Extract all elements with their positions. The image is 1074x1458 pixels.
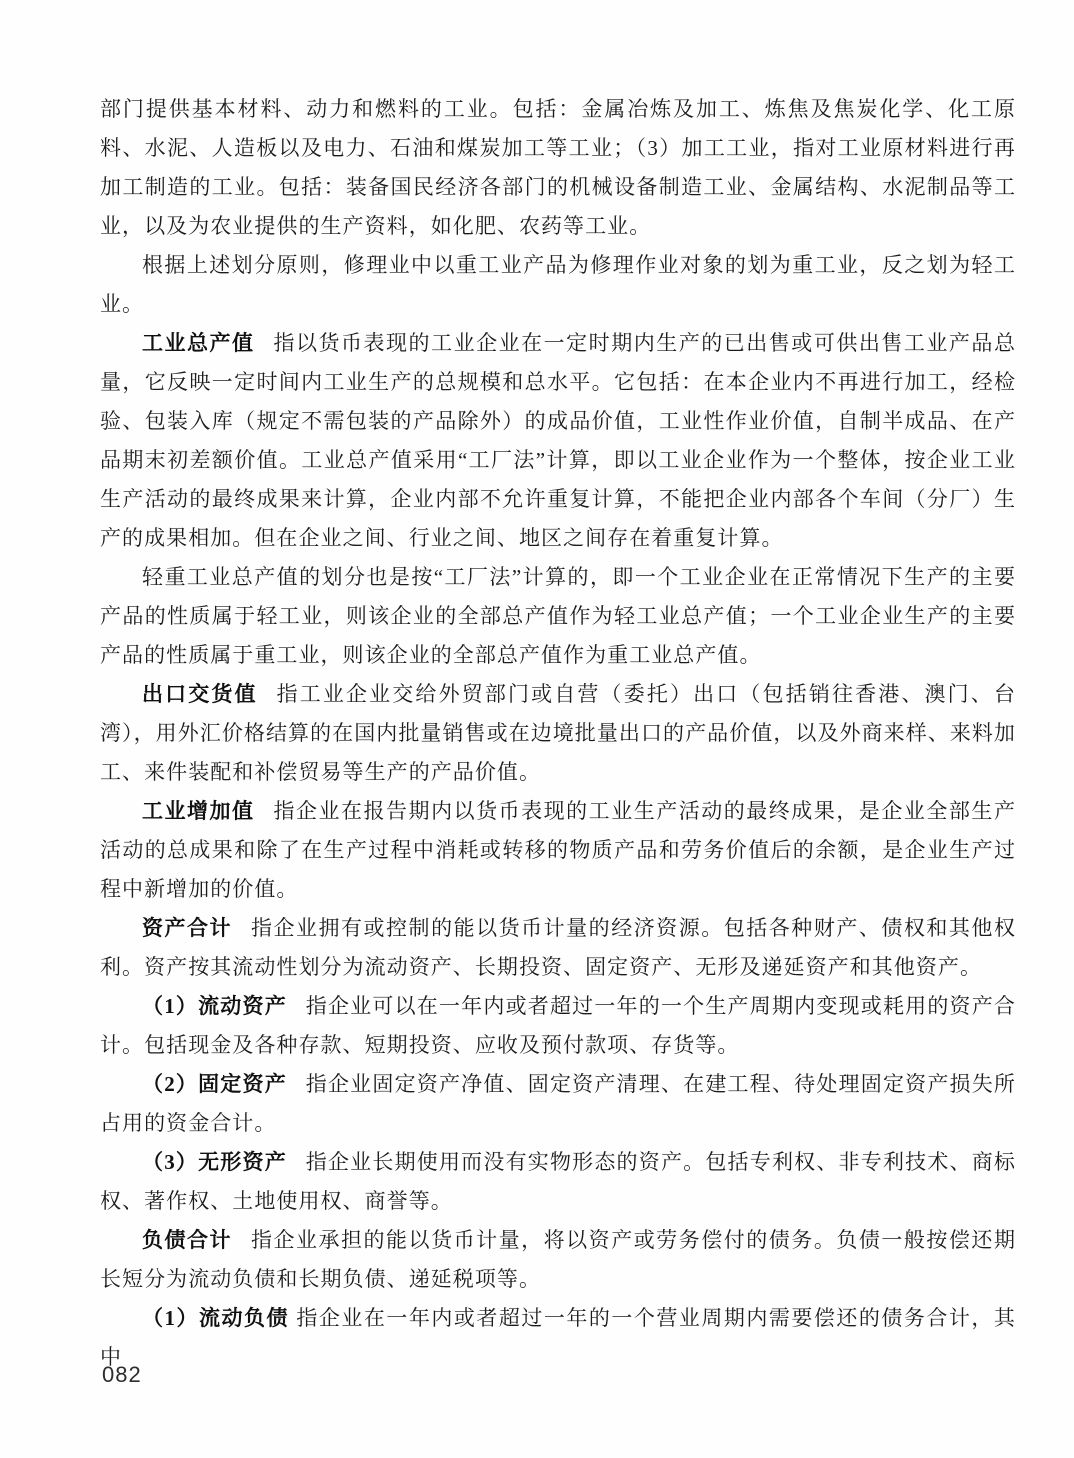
page-body-text <box>100 90 1016 1377</box>
definition-paragraph <box>100 909 1016 987</box>
paragraph-text: 轻重工业总产值的划分也是按“工厂法”计算的，即一个工业企业在正常情况下生产的主要产品的性质属于轻工业，则该企业的全部总产值作为轻工业总产值；一个工业企业生产的主要产品的性质属于重工业，则该企业的全部总产值作为重工业总产值。 <box>100 565 1016 667</box>
paragraph <box>100 558 1016 675</box>
paragraph <box>100 246 1016 324</box>
definition-text: 指企业固定资产净值、固定资产清理、在建工程、待处理固定资产损失所占用的资金合计。 <box>100 1072 1016 1135</box>
definition-text: 指企业在一年内或者超过一年的一个营业周期内需要偿还的债务合计，其中 <box>100 1306 1016 1369</box>
definition-paragraph <box>100 1221 1016 1299</box>
term-label: （3）无形资产 <box>142 1150 287 1174</box>
definition-paragraph <box>100 1299 1016 1377</box>
definition-text: 指以货币表现的工业企业在一定时期内生产的已出售或可供出售工业产品总量，它反映一定时间内工业生产的总规模和总水平。它包括：在本企业内不再进行加工，经检验、包装入库（规定不需包装的产品除外）的成品价值，工业性作业价值，自制半成品、在产品期末初差额价值。工业总产值采用“工厂法”计算，即以工业企业作为一个整体，按企业工业生产活动的最终成果来计算，企业内部不允许重复计算，不能把企业内部各个车间（分厂）生产的成果相加。但在企业之间、行业之间、地区之间存在着重复计算。 <box>100 331 1016 550</box>
definition-paragraph <box>100 1065 1016 1143</box>
term-label: 出口交货值 <box>142 682 258 706</box>
definition-paragraph <box>100 792 1016 909</box>
term-label: （2）固定资产 <box>142 1072 287 1096</box>
definition-text: 指企业拥有或控制的能以货币计量的经济资源。包括各种财产、债权和其他权利。资产按其流动性划分为流动资产、长期投资、固定资产、无形及递延资产和其他资产。 <box>100 916 1016 979</box>
definition-text: 指企业可以在一年内或者超过一年的一个生产周期内变现或耗用的资产合计。包括现金及各种存款、短期投资、应收及预付款项、存货等。 <box>100 994 1016 1057</box>
definition-paragraph <box>100 1143 1016 1221</box>
page-number: 082 <box>102 1362 142 1387</box>
term-label: （1）流动负债 <box>142 1306 290 1330</box>
definition-paragraph <box>100 675 1016 792</box>
definition-paragraph <box>100 987 1016 1065</box>
term-label: 工业增加值 <box>142 799 255 823</box>
definition-text: 指企业长期使用而没有实物形态的资产。包括专利权、非专利技术、商标权、著作权、土地使用权、商誉等。 <box>100 1150 1016 1213</box>
paragraph-continuation <box>100 90 1016 246</box>
term-label: 资产合计 <box>142 916 233 940</box>
term-label: 工业总产值 <box>142 331 255 355</box>
term-label: （1）流动资产 <box>142 994 287 1018</box>
definition-paragraph <box>100 324 1016 558</box>
definition-text: 指企业在报告期内以货币表现的工业生产活动的最终成果，是企业全部生产活动的总成果和除了在生产过程中消耗或转移的物质产品和劳务价值后的余额，是企业生产过程中新增加的价值。 <box>100 799 1016 901</box>
definition-text: 指工业企业交给外贸部门或自营（委托）出口（包括销往香港、澳门、台湾），用外汇价格结算的在国内批量销售或在边境批量出口的产品价值，以及外商来样、来料加工、来件装配和补偿贸易等生产的产品价值。 <box>100 682 1016 784</box>
paragraph-text: 部门提供基本材料、动力和燃料的工业。包括：金属冶炼及加工、炼焦及焦炭化学、化工原料、水泥、人造板以及电力、石油和煤炭加工等工业；（3）加工工业，指对工业原材料进行再加工制造的工业。包括：装备国民经济各部门的机械设备制造工业、金属结构、水泥制品等工业，以及为农业提供的生产资料，如化肥、农药等工业。 <box>100 97 1016 238</box>
term-label: 负债合计 <box>142 1228 233 1252</box>
paragraph-text: 根据上述划分原则，修理业中以重工业产品为修理作业对象的划为重工业，反之划为轻工业。 <box>100 253 1016 316</box>
definition-text: 指企业承担的能以货币计量，将以资产或劳务偿付的债务。负债一般按偿还期长短分为流动负债和长期负债、递延税项等。 <box>100 1228 1016 1291</box>
